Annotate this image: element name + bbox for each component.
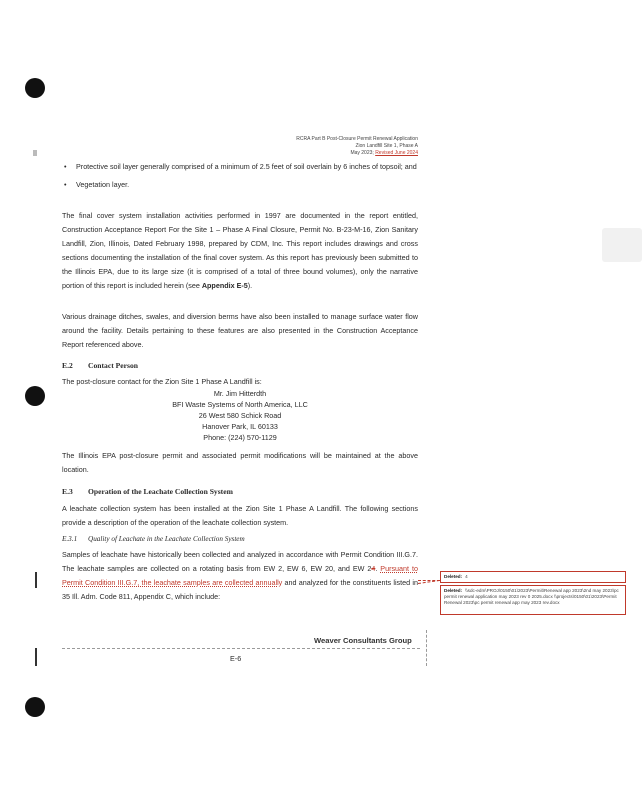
- deletion-balloon[interactable]: Deleted: 4: [440, 571, 626, 583]
- running-header: [296, 136, 418, 157]
- header-revision: Revised June 2024: [375, 150, 418, 156]
- comment-connector: [426, 630, 428, 666]
- contact-street: 26 West 580 Schick Road: [198, 411, 282, 420]
- list-item: • Protective soil layer generally comprised of a minimum of 2.5 feet of soil overlain by 6 inches of topsoil; and: [62, 160, 418, 174]
- paragraph-final-cover: The final cover system installation activities performed in 1997 are documented in the report entitled, Construction Acceptance Report For the Site 1 – Phase A Final Closure, Permit No. B-23-M-16, Zion Sanitary Landfill, Zion, Illinois, Dated February 1998, prepared by CDM, Inc. This report includes drawings and cross sections documenting the installation of the final cover system. As this report has previously been submitted to the Illinois EPA, due to its large size (it is comprised of a total of three bound volumes), only the narrative portion of this report is included herein (see Appendix E-5).: [62, 211, 418, 290]
- header-date: May 2023; Revised June 2024: [350, 150, 418, 156]
- cover-layer-list: [62, 160, 418, 196]
- change-bar: [35, 648, 37, 666]
- paragraph-leachate-sampling: Samples of leachate have historically been collected and analyzed in accordance with Permit Condition III.G.7. The leachate samples are collected on a rotating basis from EW 2, EW 6, EW 20, and EW 24. Pursuant to Permit Condition III.G.7, the leachate samples are collected annually and analyzed for the constituents listed in 35 Ill. Adm. Code 811, Appendix C, which include:: [62, 550, 418, 601]
- paragraph-contact-intro: The post-closure contact for the Zion Site 1 Phase A Landfill is:: [62, 377, 262, 386]
- section-heading-e3: E.3 Operation of the Leachate Collection System: [62, 487, 233, 496]
- section-heading-e2: E.2 Contact Person: [62, 361, 138, 370]
- inserted-text: Pursuant to Permit Condition III.G.7, the leachate samples are collected annually: [62, 564, 418, 587]
- header-site: Zion Landfill Site 1, Phase A: [355, 143, 418, 149]
- contact-phone: Phone: (224) 570-1129: [203, 433, 277, 442]
- contact-name: Mr. Jim Hitterdth: [213, 389, 267, 398]
- list-item: • Vegetation layer.: [62, 178, 418, 192]
- binder-hole-middle: [25, 386, 45, 406]
- page-number: E-6: [230, 654, 242, 663]
- contact-company: BFI Waste Systems of North America, LLC: [172, 400, 308, 409]
- footer-company: Weaver Consultants Group: [314, 636, 412, 645]
- binder-hole-bottom: [25, 697, 45, 717]
- appendix-reference: Appendix E-5: [201, 281, 248, 290]
- header-title: RCRA Part B Post-Closure Permit Renewal Application: [296, 136, 418, 142]
- contact-city: Hanover Park, IL 60133: [202, 422, 278, 431]
- scan-mark: [33, 150, 37, 156]
- subsection-heading-e31: E.3.1 Quality of Leachate in the Leachate Collection System: [62, 535, 245, 543]
- change-bar: [35, 572, 37, 588]
- deletion-balloon[interactable]: Deleted: \\sdc-edm\PROJ\0150\01\2023\Permit\Renewal app 2023\2nd may 2023\pc permit renewal application may 2023 rev 0 2025.docx \\projects\0150\01\2023\Permit Renewal 2023\pc permit renewal app may 2023 rev.docx: [440, 585, 626, 615]
- binder-hole-top: [25, 78, 45, 98]
- scan-smudge: [602, 228, 642, 262]
- paragraph-leachate-system: A leachate collection system has been installed at the Zion Site 1 Phase A Landfill. The following sections provide a description of the operation of the leachate collection system.: [62, 504, 418, 527]
- paragraph-permit-location: The Illinois EPA post-closure permit and associated permit modifications will be maintained at the above location.: [62, 451, 418, 474]
- footer-divider: [62, 648, 420, 650]
- deleted-text: 4: [371, 564, 376, 573]
- paragraph-drainage: Various drainage ditches, swales, and diversion berms have also been installed to manage surface water flow around the facility. Details pertaining to these features are also presented in the Construction Acceptance Report referenced above.: [62, 312, 418, 349]
- contact-address: [62, 388, 418, 443]
